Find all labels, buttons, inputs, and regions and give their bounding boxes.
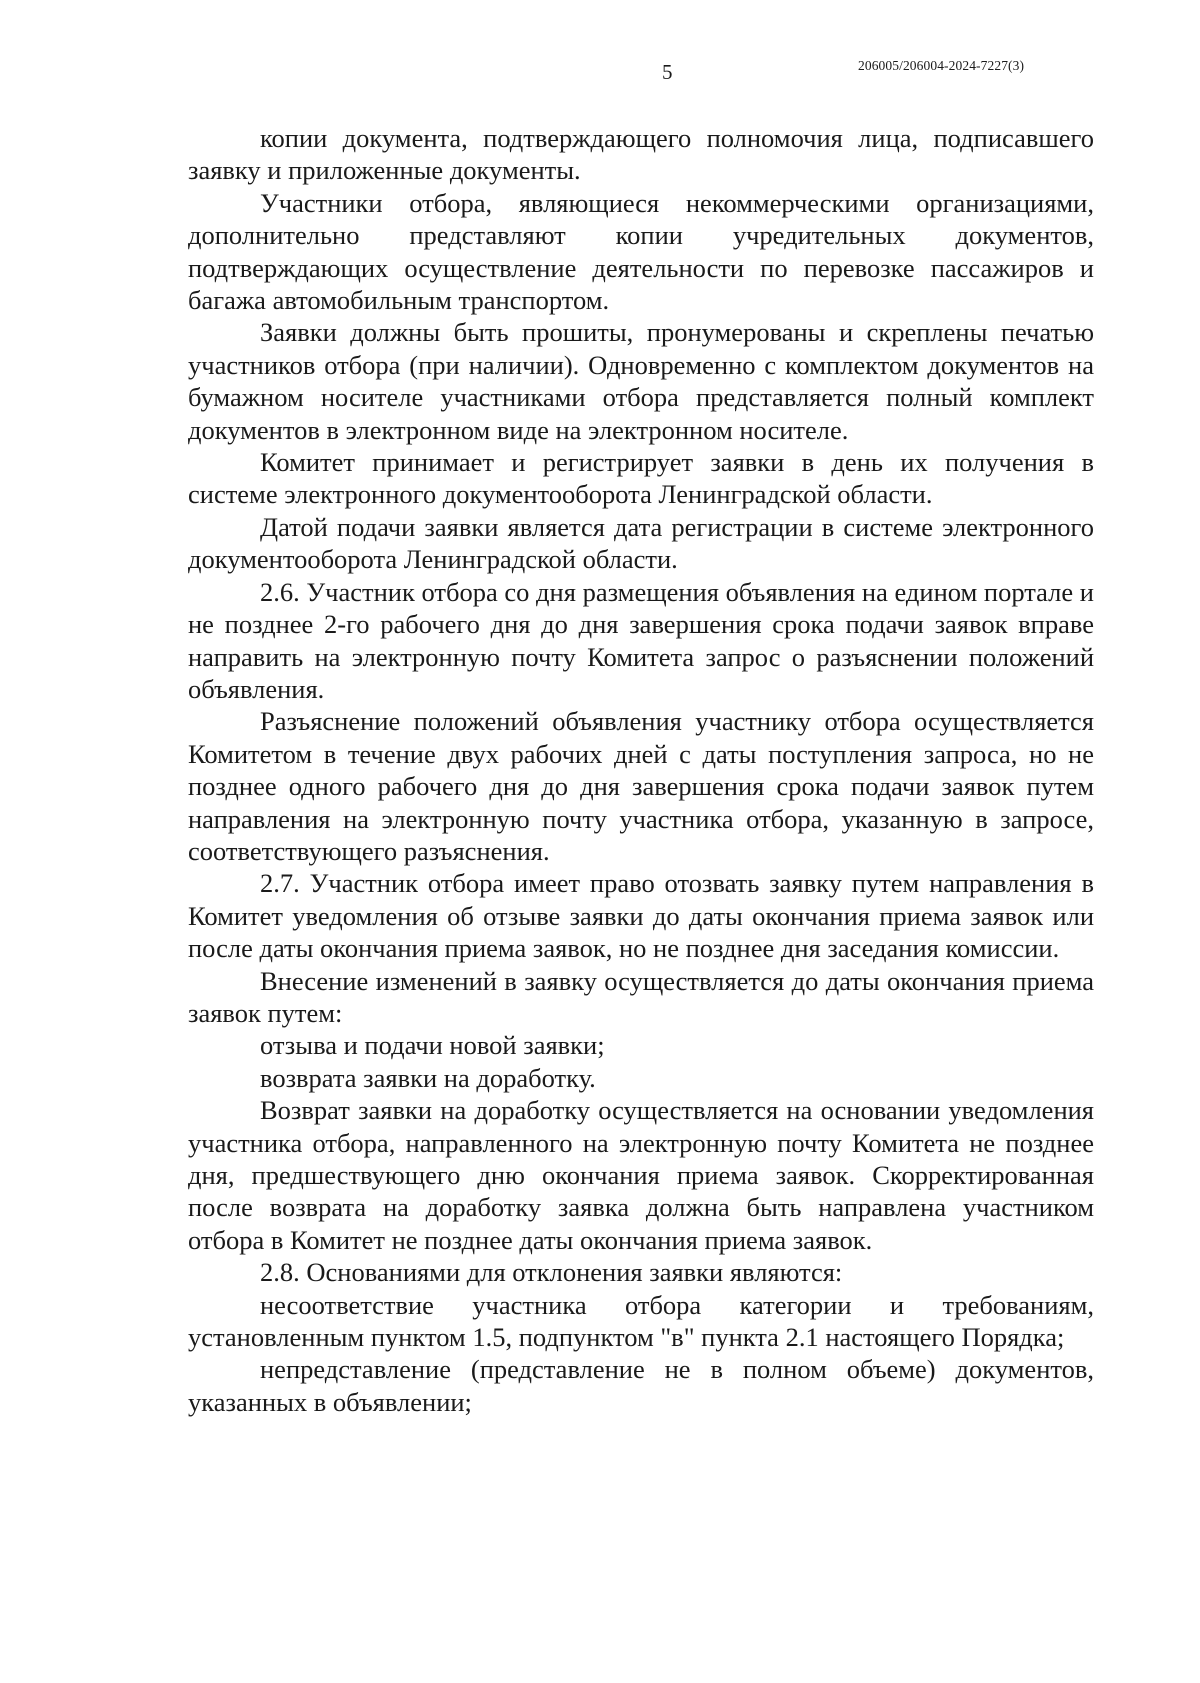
paragraph: Разъяснение положений объявления участнику отбора осуществляется Комитетом в течение двух рабочих дней с даты поступления запроса, но не позднее одного рабочего дня до дня завершения срока подачи заявок путем направления на электронную почту участника отбора, указанную в запросе, соответствующего разъяснения. — [188, 706, 1094, 866]
list-item: возврата заявки на доработку. — [260, 1062, 596, 1093]
paragraph: Комитет принимает и регистрирует заявки в день их получения в системе электронного документооборота Ленинградской области. — [188, 447, 1094, 510]
paragraph: 2.6. Участник отбора со дня размещения объявления на едином портале и не позднее 2-го рабочего дня до дня завершения срока подачи заявок вправе направить на электронную почту Комитета запрос о разъяснении положений объявления. — [188, 576, 1094, 704]
section-heading: 2.8. Основаниями для отклонения заявки являются: — [260, 1257, 843, 1288]
document-id: 206005/206004-2024-7227(3) — [858, 58, 1025, 73]
list-item: непредставление (представление не в полном объеме) документов, указанных в объявлении; — [188, 1354, 1094, 1417]
paragraph: Заявки должны быть прошиты, пронумерованы и скреплены печатью участников отбора (при наличии). Одновременно с комплектом документов на бумажном носителе участниками отбора представляется полный комплект документов в электронном виде на электронном носителе. — [188, 317, 1094, 445]
paragraph: Возврат заявки на доработку осуществляется на основании уведомления участника отбора, направленного на электронную почту Комитета не позднее дня, предшествующего дню окончания приема заявок. Скорректированная после возврата на доработку заявка должна быть направлена участником отбора в Комитет не позднее даты окончания приема заявок. — [188, 1095, 1094, 1255]
paragraph: Внесение изменений в заявку осуществляется до даты окончания приема заявок путем: — [188, 965, 1094, 1028]
document-body — [188, 122, 1094, 1418]
paragraph: копии документа, подтверждающего полномочия лица, подписавшего заявку и приложенные документы. — [188, 123, 1094, 186]
list-item: несоответствие участника отбора категории и требованиям, установленным пунктом 1.5, подпунктом "в" пункта 2.1 настоящего Порядка; — [188, 1289, 1094, 1353]
list-item: отзыва и подачи новой заявки; — [260, 1030, 605, 1061]
page-number: 5 — [662, 60, 673, 84]
paragraph: Датой подачи заявки является дата регистрации в системе электронного документооборота Ленинградской области. — [188, 511, 1094, 575]
paragraph: 2.7. Участник отбора имеет право отозвать заявку путем направления в Комитет уведомления об отзыве заявки до даты окончания приема заявок или после даты окончания приема заявок, но не позднее дня заседания комиссии. — [188, 868, 1094, 964]
paragraph: Участники отбора, являющиеся некоммерческими организациями, дополнительно представляют копии учредительных документов, подтверждающих осуществление деятельности по перевозке пассажиров и багажа автомобильным транспортом. — [188, 187, 1094, 316]
